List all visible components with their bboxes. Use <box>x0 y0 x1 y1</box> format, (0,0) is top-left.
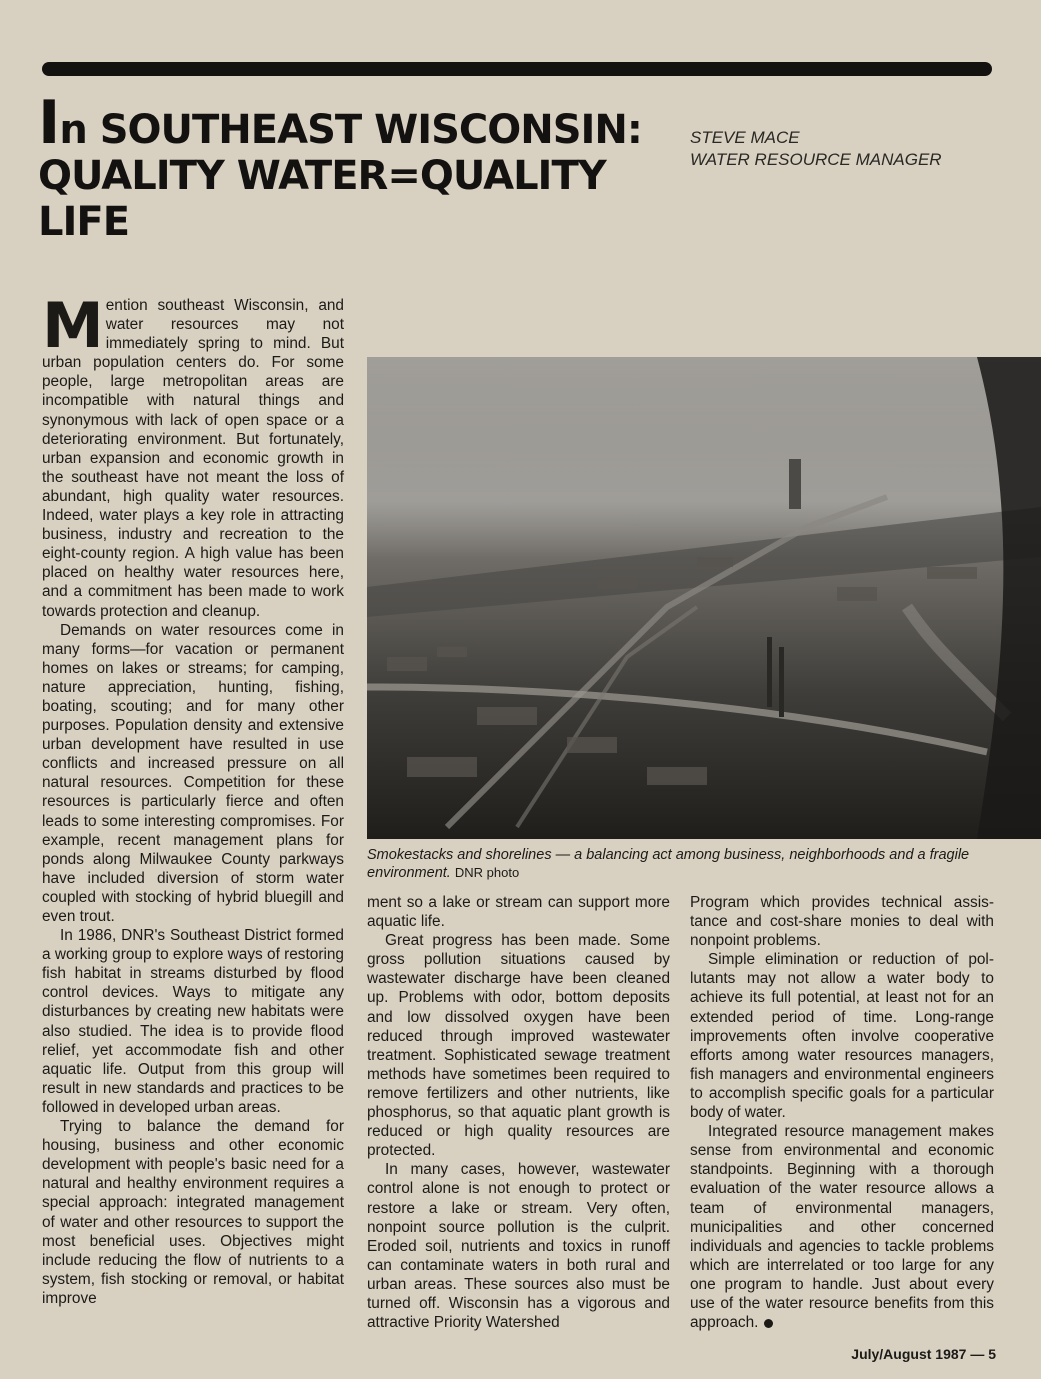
article-paragraph <box>42 262 344 621</box>
paragraph-text: Integrated resource management makes sense from environmental and economic standpoints. Beginning with a thorough evaluation of the water resource allows a team of environmental managers, municipalities and other concerned individuals and agencies to tackle problems which are interrelated or too large for any one program to handle. Just about every use of the water resource benefits from this approach. <box>690 1123 994 1332</box>
article-paragraph: In many cases, however, wastewater control alone is not enough to protect or restore a lake or stream. Very often, nonpoint source pollution is the culprit. Eroded soil, nutrients and toxics in runoff can contaminate waters in both rural and urban areas. These sources also must be turned off. Wisconsin has a vigorous and attractive Priority Watershed <box>367 1161 670 1332</box>
photo-caption <box>367 846 997 882</box>
aerial-city-photo <box>367 357 1041 839</box>
byline-author: STEVE MACE <box>690 128 800 147</box>
article-paragraph: Great progress has been made. Some gross pollution situations caused by wastewater discharge have been cleaned up. Problems with odor, bottom deposits and low dissolved oxygen have been reduced through improved wastewater treatment. Sophisticated sewage treatment methods have sometimes been required to remove fertilizers and other nutrients, like phosphorus, so that aquatic plant growth is reduced or high quality resources are protected. <box>367 932 670 1160</box>
article-paragraph: In 1986, DNR's Southeast District formed a working group to explore ways of restoring fish habitat in streams disturbed by flood control devices. Ways to mitigate any disturbances by creating new habitats were also studied. The idea is to provide flood relief, yet accommodate fish and other aquatic life. Output from this group will result in new standards and practices to be followed in developed urban areas. <box>42 927 344 1116</box>
aerial-photo-illustration <box>367 357 1041 839</box>
headline-line1: n SOUTHEAST WISCONSIN: <box>59 107 642 153</box>
article-paragraph: Simple elimination or reduction of pollutants may not allow a water body to achieve its full potential, at least not for an extended period of time. Long-range improvements often involve cooperative efforts among water resources managers, fish managers and environmental engineers to accomplish specific goals for a particular body of water. <box>690 951 994 1122</box>
article-paragraph: Trying to balance the demand for housing, business and other economic development with people's basic need for a natural and healthy environment requires a special approach: integrated management of water and other resources to support the most beneficial uses. Objectives might include reducing the flow of nutrients to a system, fish stocking or removal, or habitat improve <box>42 1118 344 1307</box>
caption-text: Smokestacks and shorelines — a balancing act among business, neighborhoods and a fragile environment. <box>367 847 970 881</box>
byline <box>690 127 1010 171</box>
top-rule <box>42 62 992 76</box>
article-paragraph <box>690 1122 994 1332</box>
headline-initial: I <box>38 88 60 158</box>
article-column-3 <box>690 893 994 1332</box>
article-column-2 <box>367 893 670 1332</box>
byline-title: WATER RESOURCE MANAGER <box>690 150 942 169</box>
page-folio: July/August 1987 — 5 <box>851 1346 996 1362</box>
article-paragraph: ment so a lake or stream can support more aquatic life. <box>367 894 670 931</box>
paragraph-text: ention southeast Wisconsin, and water resources may not immediately spring to mind. But urban population centers do. For some people, large metropolitan areas are incompatible with natural things and synonymous with lack of open space or a deteriorating environment. But fortunately, urban expansion and economic growth in the southeast have not meant the loss of abundant, high quality water resources. Indeed, water plays a key role in attracting business, industry and recreation to the eight-county region. A high value has been placed on healthy water resources here, and a commitment has been made to work towards protection and cleanup. <box>42 297 344 620</box>
article-paragraph: Demands on water resources come in many forms—for vacation or permanent homes on lakes or streams; for camping, nature appreciation, hunting, fishing, boating, scouting; and for many other purposes. Population density and extensive urban development have resulted in use conflicts and increased pressure on all natural resources. Competition for these resources is particularly fierce and often leads to some interesting compromises. For example, recent management plans for ponds along Milwaukee County parkways have included diversion of storm water coupled with stocking of hybrid bluegill and even trout. <box>42 621 344 925</box>
headline-line2: QUALITY WATER=QUALITY LIFE <box>38 153 606 245</box>
article-paragraph: Program which provides technical assistance and cost-share monies to deal with nonpoint problems. <box>690 894 994 950</box>
end-of-article-bullet-icon <box>764 1319 773 1328</box>
headline <box>38 88 678 245</box>
photo-credit: DNR photo <box>454 865 520 880</box>
article-column-1 <box>42 262 344 1308</box>
drop-cap: M <box>42 289 104 362</box>
